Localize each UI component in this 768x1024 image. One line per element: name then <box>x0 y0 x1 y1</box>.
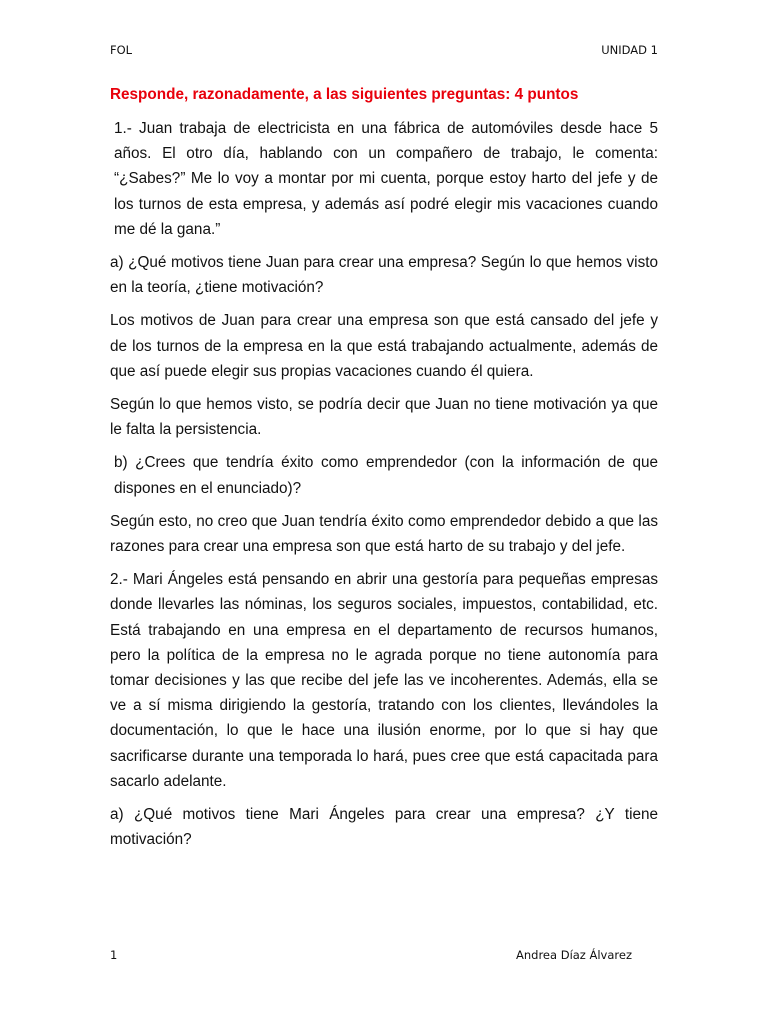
paragraph-answer-1b: Según esto, no creo que Juan tendría éxito como emprendedor debido a que las razones para crear una empresa son que está harto de su trabajo y del jefe. <box>110 512 658 556</box>
header-subject: FOL <box>110 43 133 57</box>
paragraph-question-1b: b) ¿Crees que tendría éxito como emprendedor (con la información de que dispones en el enunciado)? <box>114 454 658 497</box>
document-title: Responde, razonadamente, a las siguientes preguntas: 4 puntos <box>110 86 579 103</box>
paragraph-question-2a: a) ¿Qué motivos tiene Mari Ángeles para crear una empresa? ¿Y tiene motivación? <box>110 806 658 849</box>
paragraph-question-1: 1.- Juan trabaja de electricista en una fábrica de automóviles desde hace 5 años. El otro día, hablando con un compañero de trabajo, le comenta: “¿Sabes?” Me lo voy a montar por mi cuenta, porque estoy harto del jefe y de los turnos de esta empresa, y además así podré elegir mis vacaciones cuando me dé la gana.” <box>114 120 658 238</box>
header-unit: UNIDAD 1 <box>601 43 658 57</box>
footer-author: Andrea Díaz Álvarez <box>516 948 632 962</box>
page-footer <box>110 948 632 966</box>
paragraph-question-2: 2.- Mari Ángeles está pensando en abrir una gestoría para pequeñas empresas donde llevarles las nóminas, los seguros sociales, impuestos, contabilidad, etc. Está trabajando en una empresa en el departamento de recursos humanos, pero la política de la empresa no le agrada porque no tiene autonomía para tomar decisiones y las que recibe del jefe las ve incoherentes. Además, ella se ve a sí misma dirigiendo la gestoría, tratando con los clientes, llevándoles la documentación, lo que le hace una ilusión enorme, por lo que si hay que sacrificarse durante una temporada lo hará, pues cree que está capacitada para sacarlo adelante. <box>110 571 658 790</box>
document-body <box>110 84 658 860</box>
page-header <box>110 43 658 61</box>
footer-page-number: 1 <box>110 948 118 962</box>
paragraph-question-1a: a) ¿Qué motivos tiene Juan para crear una empresa? Según lo que hemos visto en la teoría, ¿tiene motivación? <box>110 254 658 297</box>
paragraph-answer-1a-motivation: Según lo que hemos visto, se podría decir que Juan no tiene motivación ya que le falta la persistencia. <box>110 396 658 439</box>
paragraph-answer-1a-motives: Los motivos de Juan para crear una empresa son que está cansado del jefe y de los turnos de la empresa en la que está trabajando actualmente, además de que así puede elegir sus propias vacaciones cuando él quiera. <box>110 312 658 380</box>
